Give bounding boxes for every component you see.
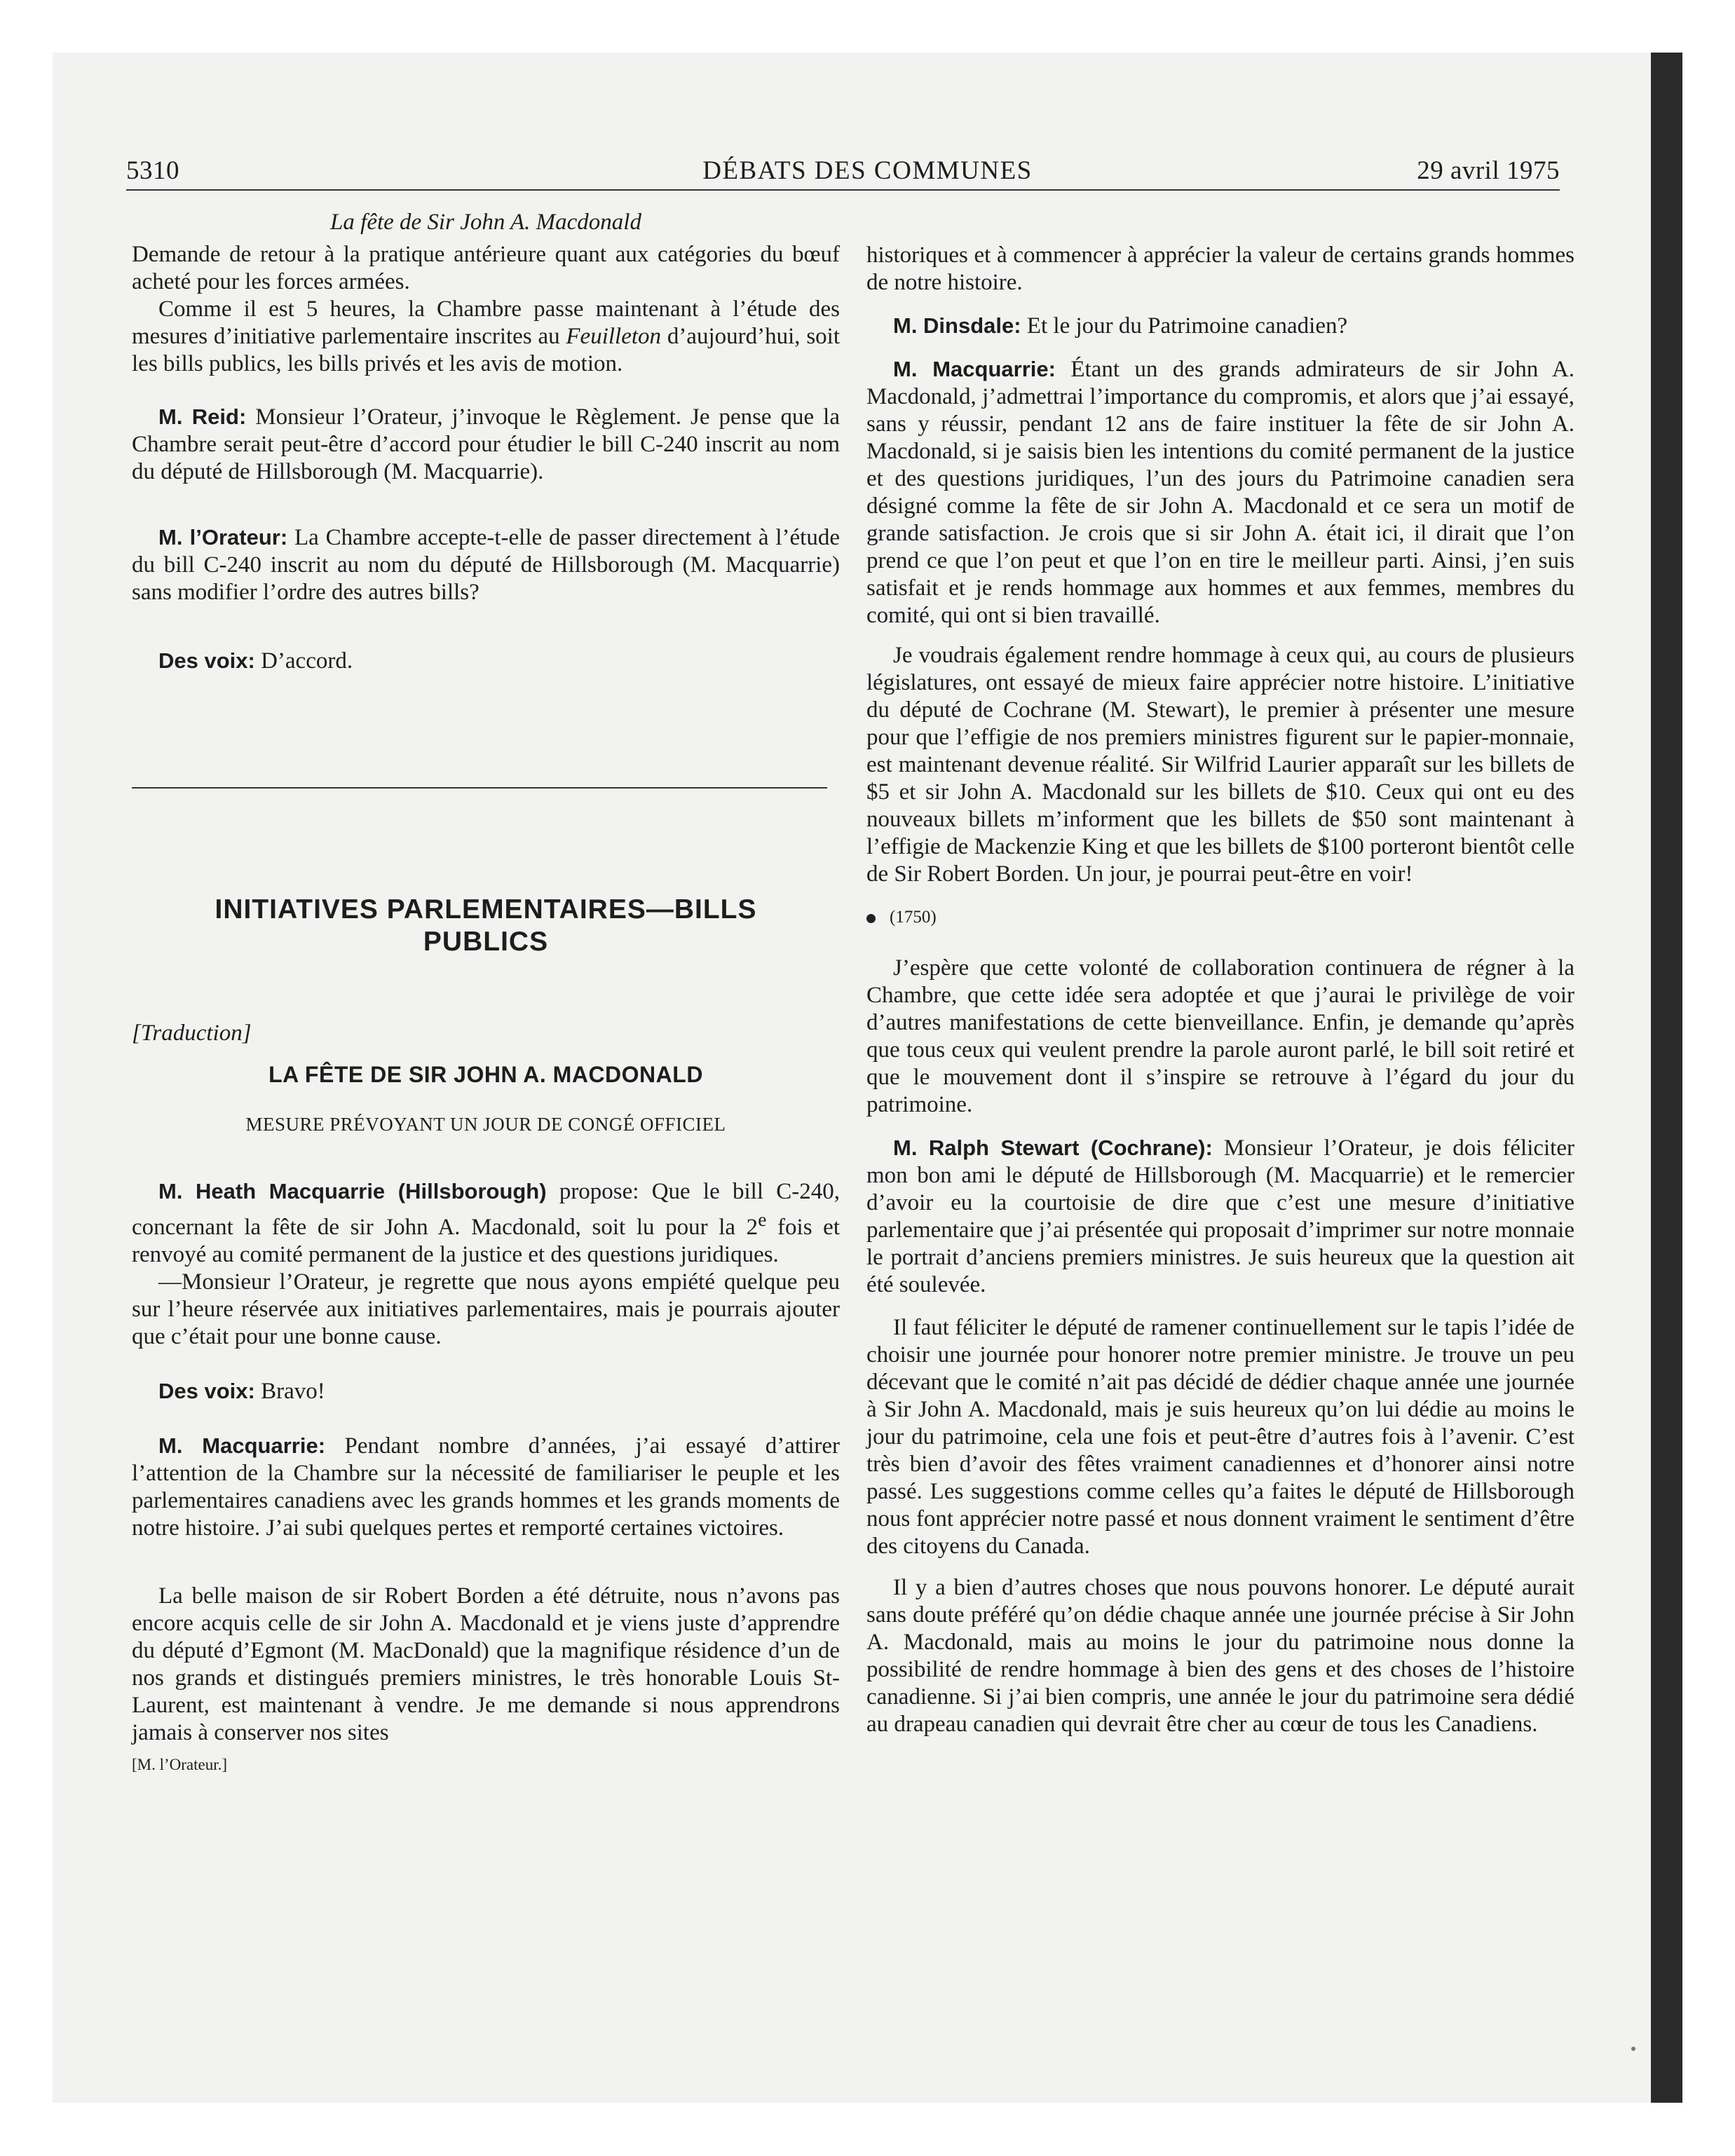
section-rule xyxy=(132,787,827,789)
publication-title: DÉBATS DES COMMUNES xyxy=(702,156,1033,185)
scan-speck xyxy=(1631,2047,1635,2051)
running-title: La fête de Sir John A. Macdonald xyxy=(330,210,641,235)
header-rule xyxy=(126,189,1560,191)
speaker-name: Des voix: xyxy=(158,648,255,673)
speech: M. Ralph Stewart (Cochrane): Monsieur l’Orateur, je dois féliciter mon bon ami le député de Hillsborough (M. Macquarrie) et le remercier d’avoir eu la courtoisie de dire que c’est une mesure d’initiative parlementaire que j’ai présentée qui proposait d’imprimer sur notre monnaie le portrait d’anciens premiers ministres. Je suis heureux que la question ait été soulevée. xyxy=(866,1135,1574,1297)
speaker-name: M. Macquarrie: xyxy=(893,357,1056,381)
speech: M. l’Orateur: La Chambre accepte-t-elle de passer directement à l’étude du bill C-240 inscrit au nom du député de Hillsborough (M. Macquarrie) sans modifier l’ordre des autres bills? xyxy=(132,525,840,605)
speech: Des voix: Bravo! xyxy=(158,1379,325,1404)
scan-edge xyxy=(1651,53,1682,2103)
speaker-name: Des voix: xyxy=(158,1379,255,1403)
paragraph: —Monsieur l’Orateur, je regrette que nous ayons empiété quelque peu sur l’heure réservée aux initiatives parlementaires, mais je pourrais ajouter que c’était pour une bonne cause. xyxy=(132,1269,840,1349)
speech: Des voix: D’accord. xyxy=(158,648,353,674)
paragraph: Demande de retour à la pratique antérieure quant aux catégories du bœuf acheté pour les forces armées. xyxy=(132,242,840,294)
speech: M. Reid: Monsieur l’Orateur, j’invoque le Règlement. Je pense que la Chambre serait peut-être d’accord pour étudier le bill C-240 inscrit au nom du député de Hillsborough (M. Macquarrie). xyxy=(132,404,840,484)
paragraph: Il y a bien d’autres choses que nous pouvons honorer. Le député aurait sans doute préféré qu’on dédie chaque année une journée précise à Sir John A. Macdonald, mais au moins le jour du patrimoine nous donne la possibilité de rendre hommage à bien des gens et des choses de l’histoire canadienne. Si j’ai bien compris, une année le jour du patrimoine sera dédié au drapeau canadien qui devrait être cher au cœur de tous les Canadiens. xyxy=(866,1575,1574,1737)
right-column xyxy=(866,242,1574,1738)
paragraph: Il faut féliciter le député de ramener continuellement sur le tapis l’idée de choisir une journée pour honorer notre premier ministre. Je trouve un peu décevant que le comité n’ait pas décidé de dédier chaque année une journée à Sir John A. Macdonald, mais je suis heureux qu’on lui dédie au moins le jour du patrimoine, cela une fois et peut-être d’autres fois à l’avenir. C’est très bien d’avoir des fêtes vraiment canadiennes et d’honorer ainsi notre passé. Les suggestions comme celles qu’a faites le député de Hillsborough nous font apprécier notre passé et nous donnent vraiment le sentiment d’être des citoyens du Canada. xyxy=(866,1315,1574,1559)
paragraph: Je voudrais également rendre hommage à ceux qui, au cours de plusieurs législatures, ont essayé de mieux faire apprécier notre histoire. L’initiative du député de Cochrane (M. Stewart), le premier à présenter une mesure pour que l’effigie de nos premiers ministres figurent sur le papier-monnaie, est maintenant devenue réalité. Sir Wilfrid Laurier apparaît sur les billets de $5 et sir John A. Macdonald sur les billets de $10. Ceux qui ont eu des nouveaux billets m’informent que les billets de $50 sont maintenant à l’effigie de Mackenzie King et que les billets de $100 porteront bientôt celle de Sir Robert Borden. Un jour, je pourrai peut-être en voir! xyxy=(866,643,1574,887)
speech: M. Heath Macquarrie (Hillsborough) propose: Que le bill C-240, concernant la fête de sir John A. Macdonald, soit lu pour la 2e fois et renvoyé au comité permanent de la justice et des questions juridiques. xyxy=(132,1179,840,1267)
speaker-name: M. Heath Macquarrie (Hillsborough) xyxy=(158,1179,547,1203)
sub-subheading: MESURE PRÉVOYANT UN JOUR DE CONGÉ OFFICIEL xyxy=(245,1114,726,1135)
page-number: 5310 xyxy=(126,156,179,185)
subheading: LA FÊTE DE SIR JOHN A. MACDONALD xyxy=(268,1062,703,1087)
speaker-name: M. Dinsdale: xyxy=(893,313,1021,338)
speech: M. Macquarrie: Pendant nombre d’années, j’ai essayé d’attirer l’attention de la Chambre sur la nécessité de familiariser le peuple et les parlementaires canadiens avec les grands hommes et les grands moments de notre histoire. J’ai subi quelques pertes et remporté certaines victoires. xyxy=(132,1433,840,1541)
time-marker: (1750) xyxy=(866,903,1574,931)
paragraph: Comme il est 5 heures, la Chambre passe maintenant à l’étude des mesures d’initiative parlementaire inscrites au Feuilleton d’aujourd’hui, soit les bills publics, les bills privés et les avis de motion. xyxy=(132,296,840,376)
left-column xyxy=(132,209,840,1778)
speech: M. Macquarrie: Étant un des grands admirateurs de sir John A. Macdonald, j’admettrai l’importance du compromis, et alors que j’ai essayé, sans y réussir, pendant 12 ans de faire instituer la fête de sir John A. Macdonald, si je saisis bien les intentions du comité permanent de la justice et des questions juridiques, l’un des jours du Patrimoine canadien sera désigné comme la fête de sir John A. Macdonald et ce sera un motif de grande satisfaction. Je crois que si sir John A. était ici, il dirait que l’on prend ce que l’on peut et que l’on en tire le meilleur parti. Ainsi, j’en suis satisfait et je rends hommage aux hommes et aux femmes, membres du comité, qui ont si bien travaillé. xyxy=(866,357,1574,628)
paragraph: La belle maison de sir Robert Borden a été détruite, nous n’avons pas encore acquis celle de sir John A. Macdonald et je viens juste d’apprendre du député d’Egmont (M. MacDonald) que la magnifique résidence d’un de nos grands et distingués premiers ministres, le très honorable Louis St-Laurent, est maintenant à vendre. Je me demande si nous apprendrons jamais à conserver nos sites xyxy=(132,1583,840,1745)
speaker-name: M. Reid: xyxy=(158,404,247,429)
speaker-name: M. Macquarrie: xyxy=(158,1433,326,1458)
translation-note: [Traduction] xyxy=(132,1021,252,1046)
paragraph: historiques et à commencer à apprécier la valeur de certains grands hommes de notre histoire. xyxy=(866,243,1574,295)
speech: M. Dinsdale: Et le jour du Patrimoine canadien? xyxy=(893,313,1348,339)
speaker-name: M. l’Orateur: xyxy=(158,525,288,550)
bullet-icon xyxy=(866,914,876,923)
speaker-name: M. Ralph Stewart (Cochrane): xyxy=(893,1135,1213,1160)
footnote: [M. l’Orateur.] xyxy=(132,1756,228,1773)
paragraph: J’espère que cette volonté de collaboration continuera de régner à la Chambre, que cette idée sera adoptée et que j’aurai le privilège de voir d’autres manifestations de cette bienveillance. Enfin, je demande qu’après que tous ceux qui veulent prendre la parole auront parlé, le bill soit retiré et que le mouvement dont il s’inspire se retrouve à l’égard du jour du patrimoine. xyxy=(866,955,1574,1117)
section-heading: INITIATIVES PARLEMENTAIRES—BILLS PUBLICS xyxy=(215,894,757,957)
page-date: 29 avril 1975 xyxy=(1417,156,1560,185)
